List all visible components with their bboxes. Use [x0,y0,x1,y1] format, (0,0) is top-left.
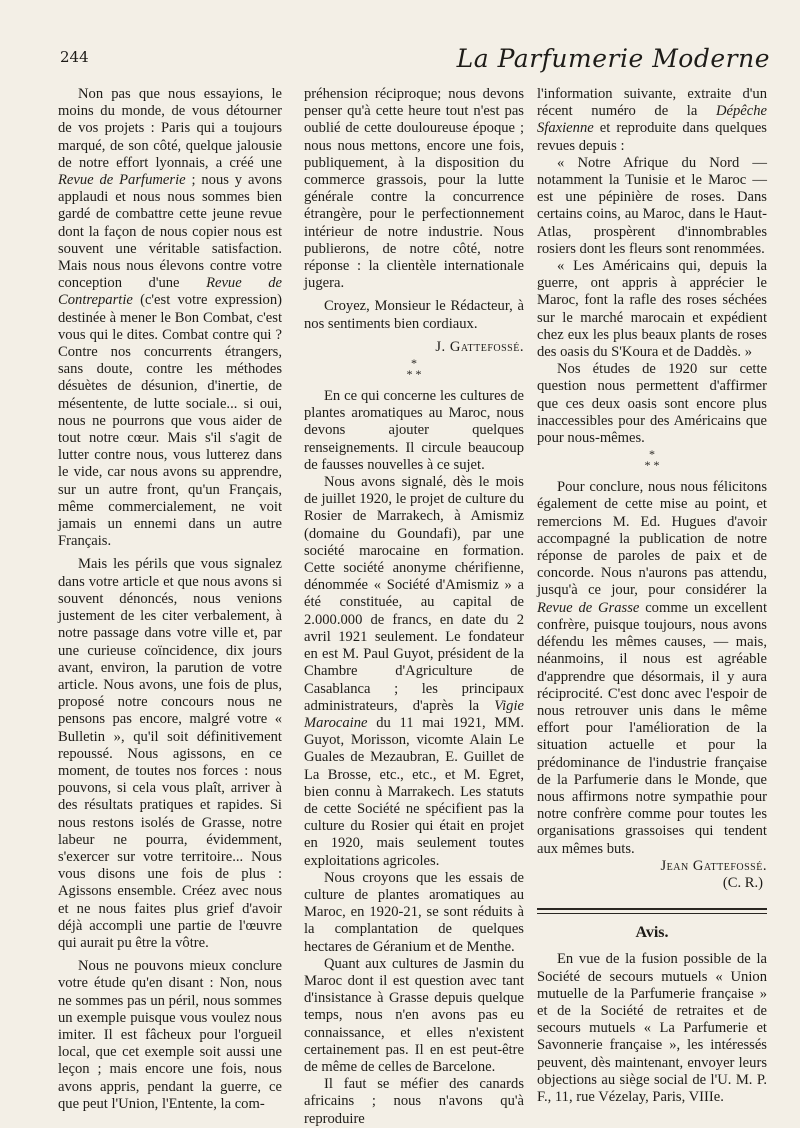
masthead-title: La Parfumerie Moderne [456,44,770,73]
column-right [537,86,767,1106]
quote-paragraph: « Notre Afrique du Nord — notamment la Tunisie et le Maroc — est une pépinière de roses. Dans certains coins, au Maroc, dans le Haut-Atlas, prospèrent d'innombrables rosiers dont les fleurs sont renommées. [537,154,767,257]
paragraph: Il faut se méfier des canards africains ; nous n'avons qu'à reproduire [304,1076,524,1127]
notice-text: En vue de la fusion possible de la Société de secours mutuels « Union mutuelle de la Parfumerie française » et de la Société de retraites et de secours mutuels « La Parfumerie et Savonnerie française », les intéressés peuvent, dès maintenant, envoyer leurs objections au siège social de l'U. M. P. F., 11, rue Vézelay, Paris, VIIIe. [537,951,767,1105]
paragraph: préhension réciproque; nous devons penser qu'à cette heure tout n'est pas oublié de cette douloureuse époque ; nous nous mettons, encore une fois, publiquement, à la disposition du commerce grassois, pour la lutte générale contre la concurrence étrangère, pour le perfectionnement intérieur de notre industrie. Nous publierons, de notre côté, notre réponse : la clientèle internationale jugera. [304,86,524,292]
paragraph: Quant aux cultures de Jasmin du Maroc dont il est question avec tant d'insistance à Grasse depuis quelque temps, nous n'en avons pas eu connaissance, et elles n'existent certainement pas. Il en est peut-être de même de celles de Barcelone. [304,955,524,1075]
paragraph: Nous avons signalé, dès le mois de juillet 1920, le projet de culture du Rosier de Marrakech, à Amismiz (domaine du Goundafi), par une société marocaine en formation. Cette société anonyme chérifienne, dénommée « Société d'Amismiz » a été constituée, au capital de 2.000.000 de francs, en date du 2 avril 1921 seulement. Le fondateur en est M. Paul Guyot, président de la Chambre d'Agriculture de Casablanca ; les principaux administrateurs, d'après la Vigie Marocaine du 11 mai 1921, MM. Guyot, Morisson, vicomte Alain Le Guales de Mezaubran, E. Guillet de La Brosse, etc., etc., et M. Egret, bien connu à Marrakech. Les statuts de cette Société ne spécifient pas la culture du Rosier qui était en projet en 1920, mais seulement toutes exploitations agricoles. [304,474,525,869]
page-number: 244 [60,48,89,66]
quote-paragraph: « Les Américains qui, depuis la guerre, ont appris à apprécier le Maroc, font la rafle des roses séchées sur le marché marocain et expédient chez eux les plus beaux plants de roses des oasis du S'Koura et de Daddès. » [537,258,767,361]
paragraph: l'information suivante, extraite d'un récent numéro de la Dépêche Sfaxienne et reproduite dans quelques revues depuis : [537,86,767,154]
paragraph: En ce qui concerne les cultures de plantes aromatiques au Maroc, nous devons ajouter quelques renseignements. Il circule beaucoup de fausses nouvelles à ce sujet. [304,388,524,473]
paragraph: Mais les périls que vous signalez dans votre article et que nous avons si souvent dénoncés, nous venions justement de les citer verbalement, à notre passage dans votre ville et, par une curieuse coïncidence, dix jours avant, environ, la parution de votre article. Nous avons, une fois de plus, proposé notre concours nous ne pensons pas encore, malgré votre « Bulletin », qu'il soit définitivement repoussé. Nous agissons, en ce moment, de toutes nos forces : nous pouvons, si cela vous plaît, arriver à des résultats pratiques et rapides. Si nous restons isolés de Grasse, notre labeur ne pourra, évidemment, s'exercer sur votre territoire... Nous vous disons une fois de plus : Agissons ensemble. Créez avec nous et ne nous faites plus grief d'avoir déjà accompli une partie de l'œuvre qui aurait pu être la vôtre. [58,556,282,951]
paragraph: Nous ne pouvons mieux conclure votre étude qu'en disant : Non, nous ne sommes pas un péril, nous sommes un exemple puisque vous voulez nous imiter. Il est fâcheux pour l'orgueil local, que cet exemple soit aussi une leçon ; mais encore une fois, nous avons appris, pendant la guerre, ce que peut l'Union, l'Entente, la com- [58,958,282,1112]
paragraph: Pour conclure, nous nous félicitons également de cette mise au point, et remercions M. Ed. Hugues d'avoir accompagné la publication de notre réponse de paroles de paix et de concorde. Nous n'aurons pas attendu, jusqu'à ce jour, pour considérer la Revue de Grasse comme un excellent confrère, puisque toujours, nous avons défendu les mêmes causes, — mais, néanmoins, il nous est agréable d'apprendre que désormais, il y aura réciprocité. C'est donc avec l'espoir de nous retrouver unis dans le même effort pour l'amélioration de la situation actuelle et pour la prédominance de l'industrie française de la Parfumerie dans le Monde, que nous affirmons notre sympathie pour notre confrère comme pour toutes les organisations grassoises qui tendent aux mêmes buts. [537,479,767,857]
paragraph: Nos études de 1920 sur cette question nous permettent d'affirmer que ces deux oasis sont encore plus inaccessibles pour des Américains que pour nous-mêmes. [537,361,767,447]
signature: J. Gattefossé. [435,338,524,355]
page-header [0,0,800,90]
paragraph: Croyez, Monsieur le Rédacteur, à nos sentiments bien cordiaux. [304,298,524,332]
divider [537,913,767,914]
column-middle [304,86,524,1128]
column-left [58,86,282,1113]
section-separator: * * * [406,356,422,382]
section-separator: * * * [644,447,660,473]
notice-title: Avis. [635,924,669,942]
paragraph: Nous croyons que les essais de culture de plantes aromatiques au Maroc, en 1920-21, se sont réduits à la complantation de quelques hectares de Géranium et de Menthe. [304,869,524,955]
divider [537,908,767,910]
signature: Jean Gattefossé. [660,857,767,874]
signature-initials: (C. R.) [722,874,763,891]
paragraph: Non pas que nous essayions, le moins du monde, de vous détourner de vos projets : Paris qui a toujours marqué, de son côté, quelque jalousie de notre effort lyonnais, a créé une Revue de Parfumerie ; nous y avons applaudi et nous nous sommes bien gardé de combattre cette jeune revue dont la façon de nous copier nous est souvent une véritable satisfaction. Mais nous nous élevons contre votre conception d'une Revue de Contrepartie (c'est votre expression) destinée à mener le Bon Combat, c'est vous qui le dites. Combat contre qui ? Contre nos concurrents étrangers, sans doute, contre les méthodes désuètes de désunion, d'inertie, de mésentente, de lutte sociale... si oui, nous ne pourrons que vous aider de tout notre cœur. Mais s'il s'agit de lutter contre nous, vous lutterez dans le vide, car nous avons su apprendre, sur un autre front, qu'un Français, même commercialement, ne voit jamais un ennemi dans un autre Français. [58,86,283,550]
